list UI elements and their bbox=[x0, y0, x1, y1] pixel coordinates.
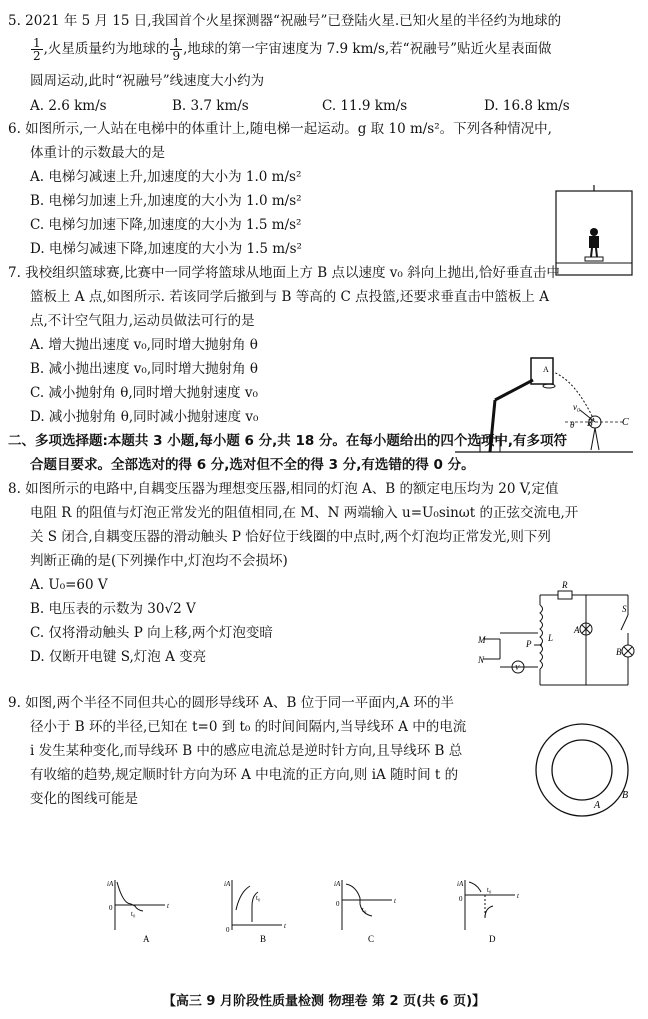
curve-d bbox=[469, 882, 481, 892]
q5-option-a: A. 2.6 km/s bbox=[30, 98, 107, 114]
q7-line2: 篮板上 A 点,如图所示. 若该同学后撤到与 B 等高的 C 点投篮,还要求垂直击中篮板上 A bbox=[30, 289, 549, 305]
graph-d-origin: 0 bbox=[459, 895, 463, 903]
q9-line3: i 发生某种变化,而导线环 B 中的感应电流总是逆时针方向,且导线环 B 总 bbox=[30, 743, 463, 759]
transformer-coil bbox=[540, 605, 543, 669]
person-body bbox=[589, 236, 599, 248]
person-leg bbox=[591, 248, 592, 257]
graph-a-x-label: t bbox=[167, 902, 169, 910]
hoop-arm bbox=[495, 380, 533, 400]
q7-option-a: A. 增大抛出速度 v₀,同时增大抛射角 θ bbox=[30, 337, 258, 353]
q7-option-c: C. 减小抛射角 θ,同时增大抛射速度 v₀ bbox=[30, 385, 258, 401]
label-r: R bbox=[562, 580, 568, 590]
q7-line3: 点,不计空气阻力,运动员做法可行的是 bbox=[30, 313, 255, 329]
point-a-label: A bbox=[543, 365, 549, 374]
theta-label: θ bbox=[570, 420, 575, 430]
resistor-r bbox=[558, 591, 572, 599]
ring-a bbox=[552, 740, 612, 800]
label-s: S bbox=[622, 604, 627, 614]
v0-label: v₀ bbox=[573, 402, 581, 412]
q9-line4: 有收缩的趋势,规定顺时针方向为环 A 中电流的正方向,则 iA 随时间 t 的 bbox=[30, 767, 459, 783]
graph-b-x-label: t bbox=[284, 922, 286, 930]
graph-c-label: C bbox=[368, 934, 375, 944]
q6-option-a: A. 电梯匀减速上升,加速度的大小为 1.0 m/s² bbox=[30, 169, 302, 185]
graph-b-label: B bbox=[260, 934, 267, 944]
fraction-one-ninth: $\frac{1}{9}$ bbox=[172, 36, 181, 63]
person-head bbox=[590, 228, 598, 236]
q8-option-a: A. U₀=60 V bbox=[30, 577, 108, 593]
curve-b bbox=[236, 886, 250, 910]
graph-c-origin: 0 bbox=[336, 900, 340, 908]
q9-line1: 9. 如图,两个半径不同但共心的圆形导线环 A、B 位于同一平面内,A 环的半 bbox=[8, 695, 455, 711]
graph-a bbox=[95, 870, 175, 945]
ring-a-label: A bbox=[594, 800, 601, 811]
q8-option-d: D. 仅断开电键 S,灯泡 A 变亮 bbox=[30, 649, 207, 665]
q8-line4: 判断正确的是(下列操作中,灯泡均不会损坏) bbox=[30, 553, 288, 569]
page-footer: 【高三 9 月阶段性质量检测 物理卷 第 2 页(共 6 页)】 bbox=[162, 994, 486, 1009]
q6-option-c: C. 电梯匀加速下降,加速度的大小为 1.5 m/s² bbox=[30, 217, 302, 233]
section-2-heading-line2: 合题目要求。全部选对的得 6 分,选对但不全的得 3 分,有选错的得 0 分。 bbox=[30, 457, 475, 473]
graph-b-y-label: iA bbox=[224, 880, 231, 888]
graph-d-t0: t₀ bbox=[487, 886, 492, 894]
q6-option-d: D. 电梯匀减速下降,加速度的大小为 1.5 m/s² bbox=[30, 241, 302, 257]
graph-d-y-label: iA bbox=[457, 880, 464, 888]
q7-option-d: D. 减小抛射角 θ,同时减小抛射速度 v₀ bbox=[30, 409, 259, 425]
graph-c bbox=[322, 870, 402, 945]
q9-line5: 变化的图线可能是 bbox=[30, 791, 138, 807]
q8-line3: 关 S 闭合,自耦变压器的滑动触头 P 恰好位于线圈的中点时,两个灯泡均正常发光,则下列 bbox=[30, 529, 551, 545]
q5-line3: 圆周运动,此时“祝融号”线速度大小约为 bbox=[30, 73, 265, 89]
graph-d bbox=[445, 870, 525, 945]
q8-line2: 电阻 R 的阻值与灯泡正常发光的阻值相同,在 M、N 两端输入 u=U₀sinωt 的正弦交流电,开 bbox=[30, 505, 579, 521]
graph-c-t0: t₀ bbox=[362, 906, 367, 914]
q6-line1: 6. 如图所示,一人站在电梯中的体重计上,随电梯一起运动。g 取 10 m/s²。下列各种情况中, bbox=[8, 121, 552, 137]
graph-c-x-label: t bbox=[394, 897, 396, 905]
graph-d-label: D bbox=[489, 934, 496, 944]
section-2-heading-line1: 二、多项选择题:本题共 3 小题,每小题 6 分,共 18 分。在每小题给出的四个选项中,有多项符 bbox=[8, 433, 568, 449]
graph-a-origin: 0 bbox=[109, 904, 113, 912]
graph-b-t0: t₀ bbox=[256, 894, 261, 902]
q8-option-c: C. 仅将滑动触头 P 向上移,两个灯泡变暗 bbox=[30, 625, 273, 641]
label-a: A bbox=[574, 625, 580, 635]
ring-b bbox=[536, 724, 628, 816]
label-v: V bbox=[515, 664, 520, 672]
trajectory bbox=[553, 372, 594, 420]
q5-option-b: B. 3.7 km/s bbox=[172, 98, 249, 114]
backboard bbox=[531, 358, 553, 384]
q5-option-c: C. 11.9 km/s bbox=[322, 98, 408, 114]
person-leg bbox=[595, 428, 599, 450]
graph-b bbox=[212, 870, 292, 945]
q7-line1: 7. 我校组织篮球赛,比赛中一同学将篮球从地面上方 B 点以速度 v₀ 斜向上抛出,恰好垂直击中 bbox=[8, 265, 560, 281]
graph-a-label: A bbox=[143, 934, 150, 944]
q8-option-b: B. 电压表的示数为 30√2 V bbox=[30, 601, 196, 617]
person-leg bbox=[591, 428, 595, 450]
label-n: N bbox=[478, 655, 485, 665]
q7-option-b: B. 减小抛出速度 v₀,同时增大抛射角 θ bbox=[30, 361, 259, 377]
switch-s-icon bbox=[621, 615, 628, 630]
q8-line1: 8. 如图所示的电路中,自耦变压器为理想变压器,相同的灯泡 A、B 的额定电压均为 20 V,定值 bbox=[8, 481, 559, 497]
graph-d-x-label: t bbox=[517, 892, 519, 900]
label-p: P bbox=[526, 639, 532, 649]
ring-b-label: B bbox=[622, 790, 629, 801]
graph-b-origin: 0 bbox=[226, 926, 230, 934]
label-m: M bbox=[478, 635, 486, 645]
scale-icon bbox=[585, 257, 603, 261]
graph-c-y-label: iA bbox=[334, 880, 341, 888]
graph-a-t0: t₀ bbox=[131, 910, 136, 918]
rings-figure bbox=[532, 720, 632, 820]
q6-line2: 体重计的示数最大的是 bbox=[30, 145, 165, 161]
curve-d-2 bbox=[485, 906, 493, 918]
graph-a-y-label: iA bbox=[107, 880, 114, 888]
person-leg bbox=[596, 248, 597, 257]
q5-option-d: D. 16.8 km/s bbox=[484, 98, 570, 114]
elevator-figure bbox=[555, 185, 635, 277]
point-b-label: B bbox=[587, 418, 593, 428]
label-b: B bbox=[616, 647, 622, 657]
curve-a bbox=[117, 882, 143, 911]
q6-option-b: B. 电梯匀加速上升,加速度的大小为 1.0 m/s² bbox=[30, 193, 302, 209]
circuit-figure bbox=[478, 575, 638, 695]
q5-line1: 5. 2021 年 5 月 15 日,我国首个火星探测器“祝融号”已登陆火星.已知火星的半径约为地球的 bbox=[8, 13, 562, 29]
q9-line2: 径小于 B 环的半径,已知在 t=0 到 t₀ 的时间间隔内,当导线环 A 中的电流 bbox=[30, 719, 467, 735]
fraction-one-half: $\frac{1}{2}$ bbox=[33, 36, 41, 63]
q5-line2: $\frac{1}{2}$ ,火星质量约为地球的 $\frac{1}{9}$ ,地球的第一宇宙速度为 7.9 km/s,若“祝融号”贴近火星表面做 bbox=[33, 36, 552, 63]
point-c-label: C bbox=[622, 417, 629, 428]
label-l: L bbox=[548, 633, 554, 643]
